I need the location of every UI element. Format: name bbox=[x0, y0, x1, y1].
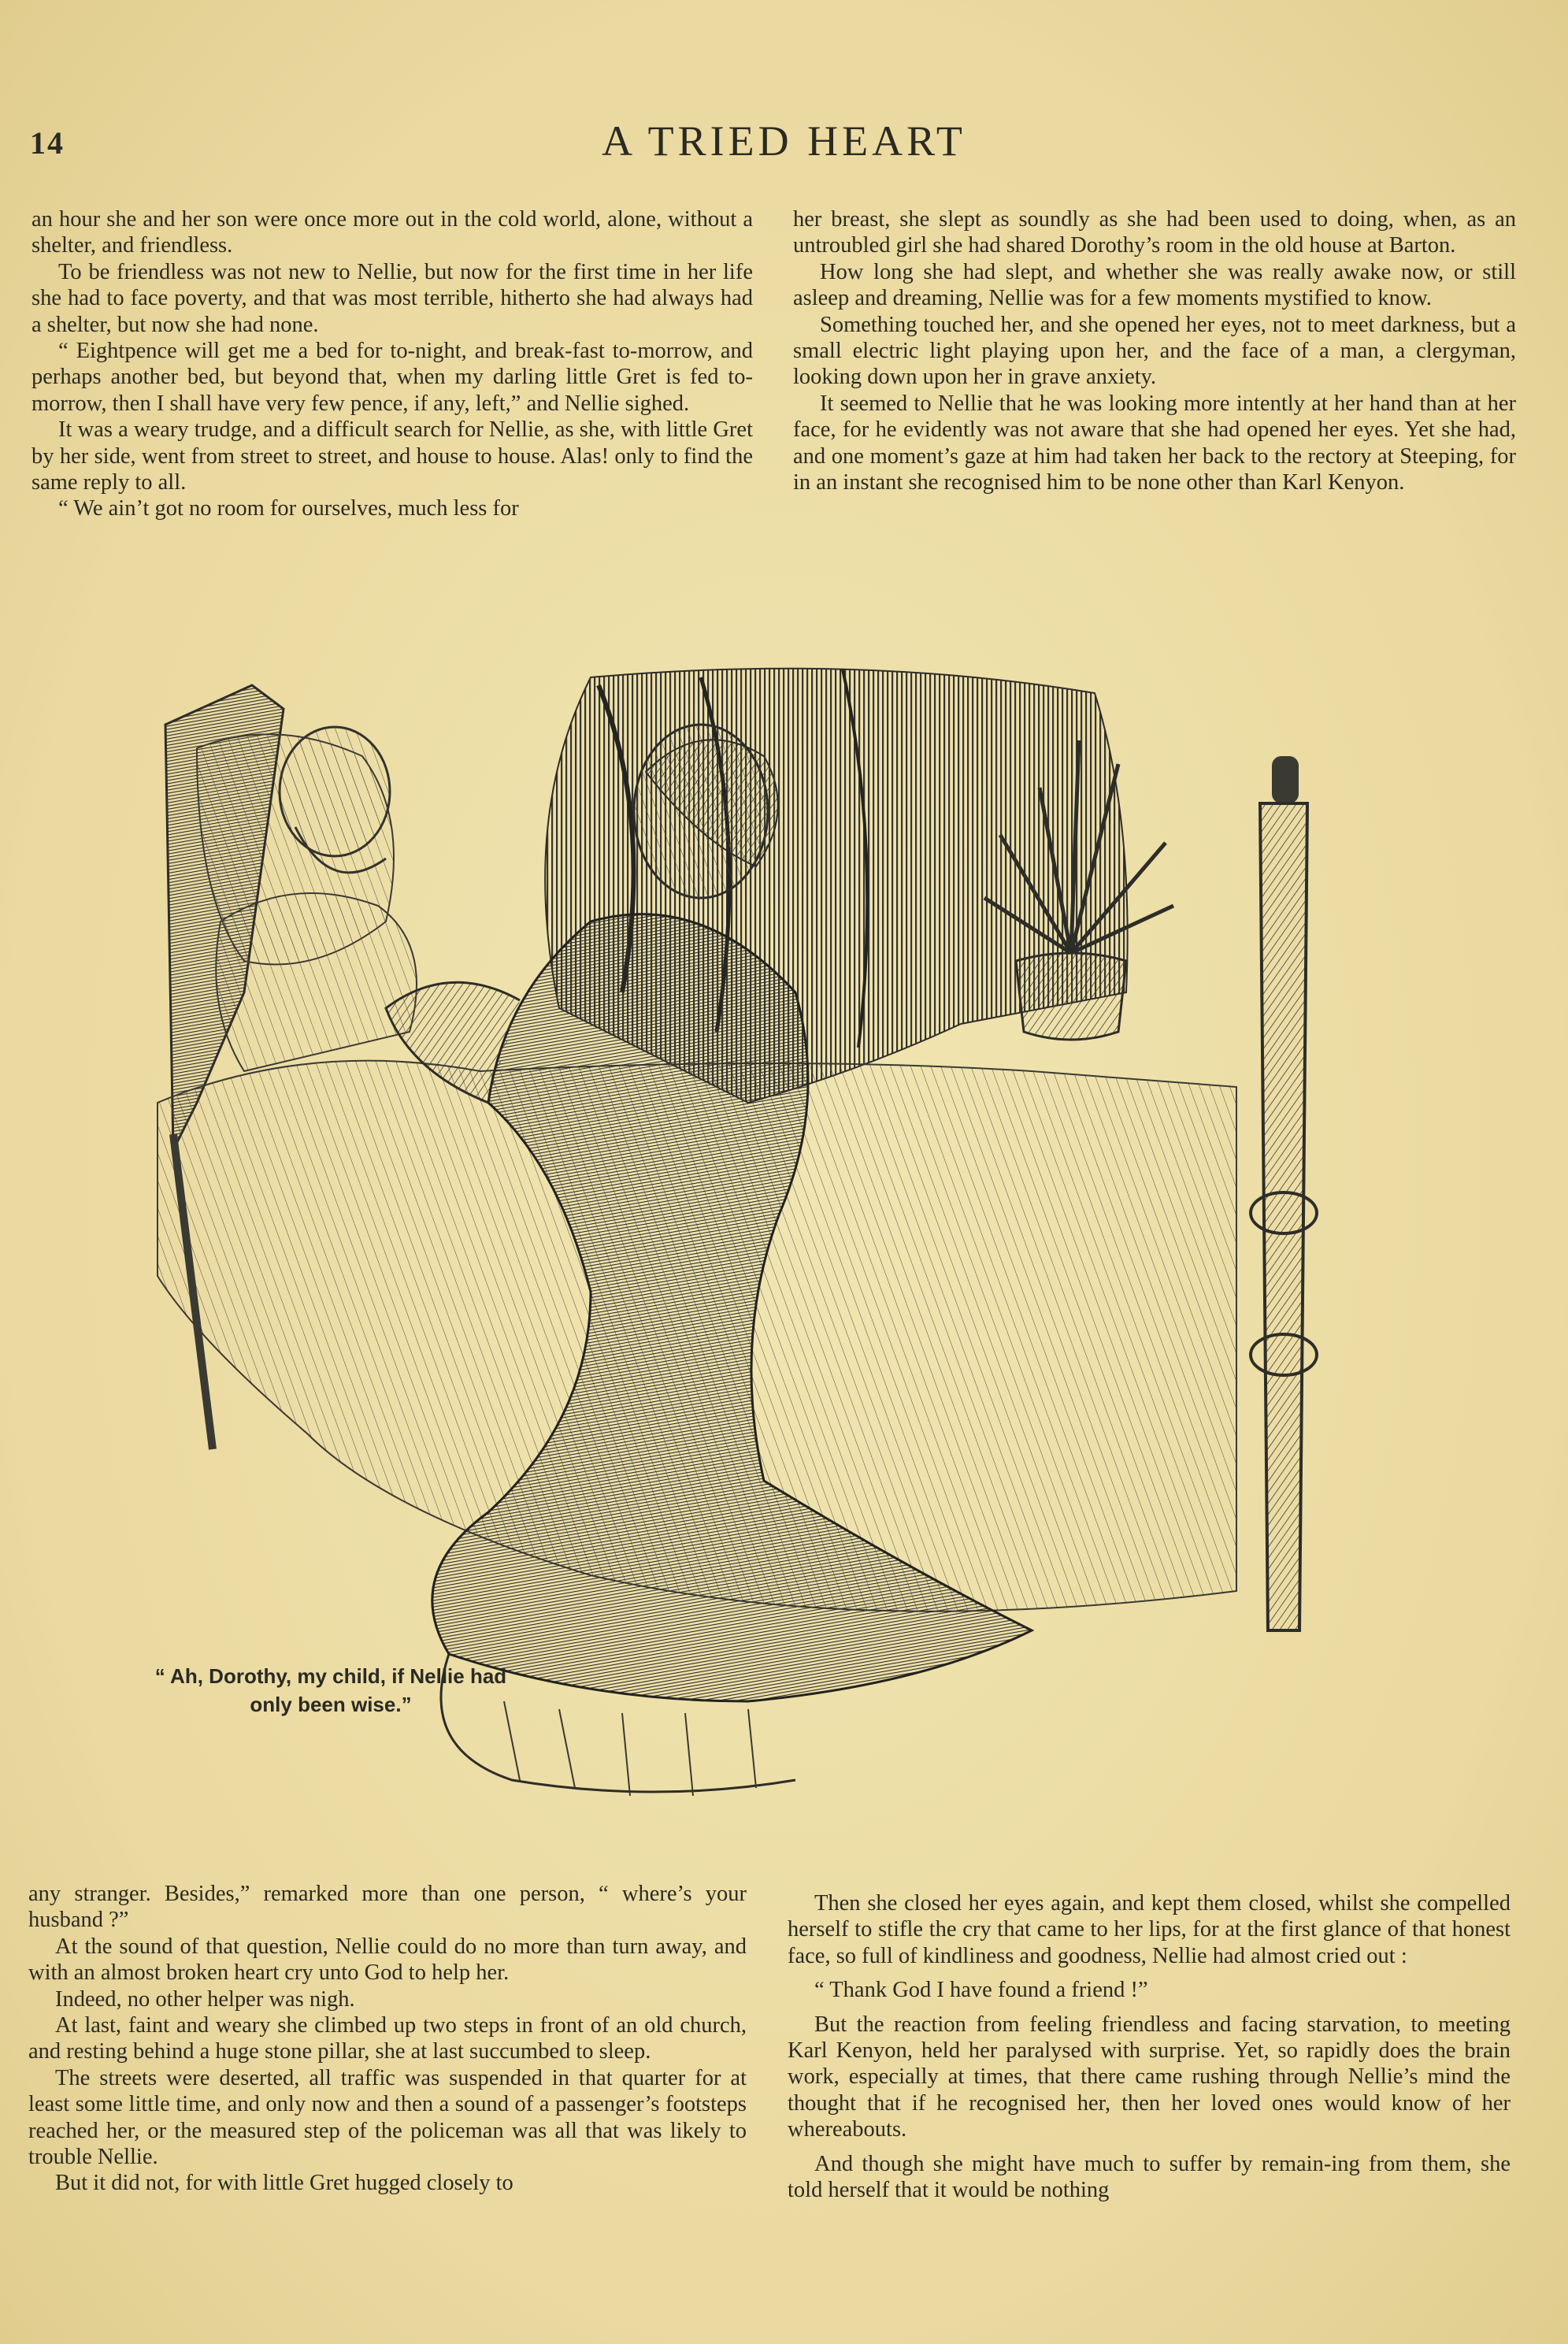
paragraph: At last, faint and weary she climbed up two steps in front of an old church, and resting behind a huge stone pillar, she at last succumbed to sleep. bbox=[28, 2013, 747, 2064]
page-number: 14 bbox=[30, 125, 65, 161]
paragraph: And though she might have much to suffer by remain-ing from them, she told herself that it would be nothing bbox=[788, 2151, 1511, 2203]
illustration-caption: “ Ah, Dorothy, my child, if Nellie had only been wise.” bbox=[154, 1664, 507, 1716]
paragraph: But the reaction from feeling friendless and facing starvation, to meeting Karl Kenyon, held her paralysed with surprise. Yet, so rapidly does the brain work, especially at times, that there came rushing through Nellie’s mind the thought that if he recognised her, then her loved ones would know of her whereabouts. bbox=[788, 2012, 1511, 2142]
paragraph: It seemed to Nellie that he was looking more intently at her hand than at her face, for he evidently was not aware that she had opened her eyes. Yet she had, and one moment’s gaze at him had taken her back to the rectory at Steeping, for in an instant she recognised him to be none other than Karl Kenyon. bbox=[793, 391, 1516, 495]
text-column-bottom-left bbox=[28, 1881, 747, 2197]
paragraph: “ Eightpence will get me a bed for to-night, and break-fast to-morrow, and perhaps another bed, but beyond that, when my darling little Gret is fed to-morrow, then I shall have very few pence, if any, left,” and Nellie sighed. bbox=[32, 339, 753, 416]
paragraph: How long she had slept, and whether she was really awake now, or still asleep and dreaming, Nellie was for a few moments mystified to know. bbox=[793, 259, 1516, 311]
paragraph: To be friendless was not new to Nellie, but now for the first time in her life she had to face poverty, and that was most terrible, hitherto she had always had a shelter, but now she had none. bbox=[32, 259, 753, 337]
paragraph: any stranger. Besides,” remarked more than one person, “ where’s your husband ?” bbox=[28, 1882, 747, 1933]
paragraph: At the sound of that question, Nellie could do no more than turn away, and with an almost broken heart cry unto God to help her. bbox=[28, 1934, 747, 1986]
paragraph: Indeed, no other helper was nigh. bbox=[55, 1986, 355, 2012]
engraving-illustration bbox=[150, 662, 1394, 1812]
paragraph: an hour she and her son were once more out in the cold world, alone, without a shelter, and friendless. bbox=[32, 207, 753, 258]
paragraph: Then she closed her eyes again, and kept them closed, whilst she compelled herself to stifle the cry that came to her lips, for at the first glance of that honest face, so full of kindliness and goodness, Nellie had almost cried out : bbox=[788, 1891, 1511, 1968]
paragraph: her breast, she slept as soundly as she had been used to doing, when, as an untroubled girl she had shared Dorothy’s room in the old house at Barton. bbox=[793, 207, 1516, 258]
paragraph: “ We ain’t got no room for ourselves, much less for bbox=[58, 496, 519, 521]
paragraph: The streets were deserted, all traffic was suspended in that quarter for at least some little time, and only now and then a sound of a passenger’s footsteps reached her, or the measured step of the policeman was all that was likely to trouble Nellie. bbox=[28, 2065, 747, 2170]
text-column-bottom-right bbox=[788, 1890, 1511, 2203]
paragraph: Something touched her, and she opened her eyes, not to meet darkness, but a small electric light playing upon her, and the face of a man, a clergyman, looking down upon her in grave anxiety. bbox=[793, 312, 1516, 390]
paragraph: But it did not, for with little Gret hugged closely to bbox=[55, 2171, 513, 2196]
paragraph: It was a weary trudge, and a difficult search for Nellie, as she, with little Gret by her side, went from street to street, and house to house. Alas! only to find the same reply to all. bbox=[32, 417, 753, 495]
paragraph: “ Thank God I have found a friend !” bbox=[814, 1978, 1148, 2003]
text-column-top-left bbox=[32, 206, 753, 522]
text-column-top-right bbox=[793, 206, 1516, 495]
running-title: A TRIED HEART bbox=[602, 117, 966, 165]
